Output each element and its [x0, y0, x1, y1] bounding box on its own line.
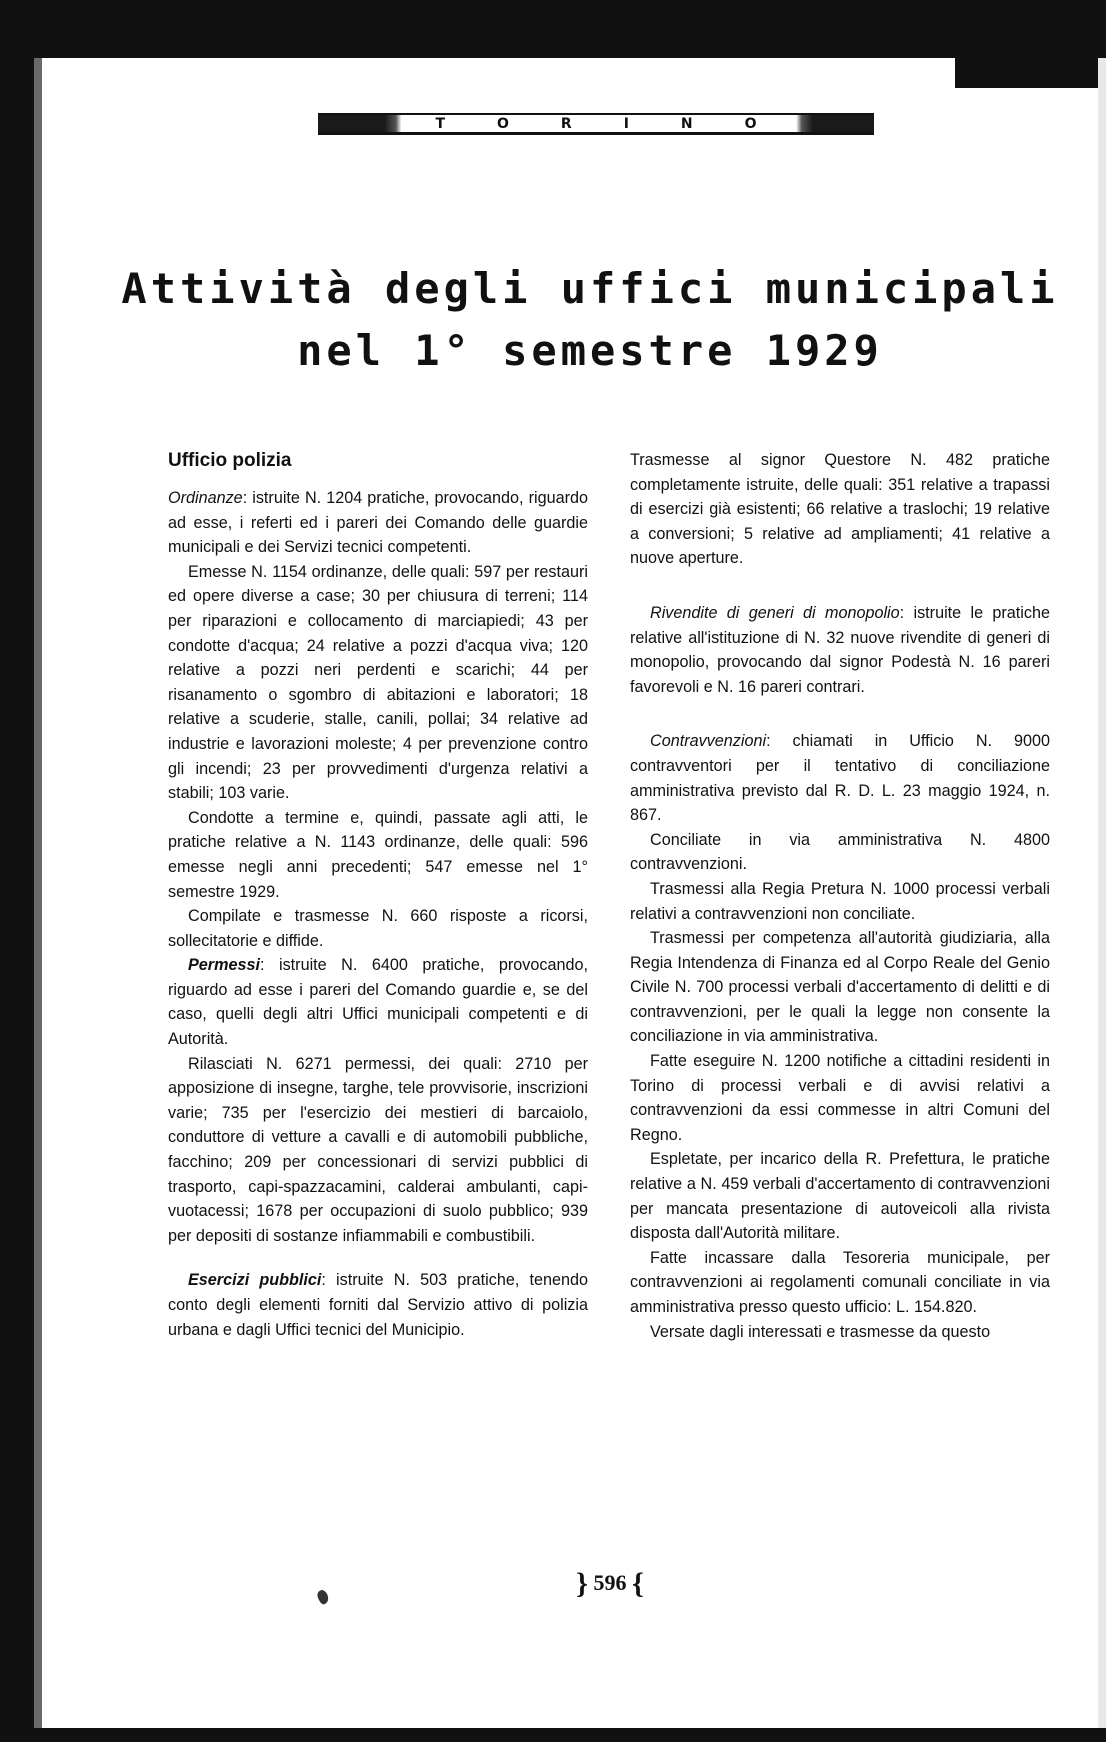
right-brace-glyph: { — [632, 1567, 644, 1600]
paragraph-lead: Ordinanze — [168, 489, 243, 507]
paragraph-contravvenzioni — [630, 729, 1050, 827]
paragraph-trasmessi-pretura: Trasmessi alla Regia Pretura N. 1000 processi verbali relativi a contravvenzioni non conciliate. — [630, 879, 1050, 923]
right-column — [630, 448, 1050, 1344]
paragraph-esercizi-pubblici — [168, 1268, 588, 1342]
title-line-1: Attività degli uffici municipali — [121, 264, 1059, 313]
paragraph-emesse: Emesse N. 1154 ordinanze, delle quali: 597 per restauri ed opere diverse a case; 30 per chiusura di terreni; 114 per riparazioni e collocamento di marciapiedi; 43 per condotte d'acqua; 24 relative a pozzi d'acqua viva; 120 relative a pozzi neri perdenti e scarichi; 44 per risanamento o sgombro di abitazioni e laboratori; 18 relative a scuderie, stalle, canili, pollai; 34 relative ad industrie e lavorazioni moleste; 4 per prevenzione contro gli incendi; 23 per provvedimenti d'urgenza relativi a stabili; 103 varie. — [168, 562, 588, 803]
masthead-band — [318, 113, 874, 135]
paragraph-text: : istruite N. 6400 pratiche, provocando, riguardo ad esse i pareri del Comando guardie e, se del caso, quelli degli altri Uffici municipali competenti e di Autorità. — [168, 956, 588, 1049]
paragraph-ordinanze — [168, 486, 588, 560]
paragraph-versate: Versate dagli interessati e trasmesse da questo — [650, 1322, 991, 1341]
paragraph-lead: Contravvenzioni — [650, 732, 767, 751]
scan-border-left-inner — [34, 58, 42, 1742]
paragraph-compilate: Compilate e trasmesse N. 660 risposte a ricorsi, sollecitatorie e diffide. — [168, 907, 588, 950]
scan-border-bottom — [0, 1728, 1106, 1742]
page-number — [560, 1567, 660, 1601]
paragraph-trasmessi-autorita: Trasmessi per competenza all'autorità giudiziaria, alla Regia Intendenza di Finanza ed al Corpo Reale del Genio Civile N. 700 processi verbali d'accertamento di delitti e di contravvenzioni, per le quali la legge non consente la conciliazione in via amministrativa. — [630, 929, 1050, 1046]
scan-border-left — [0, 0, 34, 1742]
ink-smudge — [315, 1588, 331, 1605]
paragraph-conciliate: Conciliate in via amministrativa N. 4800 contravvenzioni. — [630, 830, 1050, 874]
title-line-2: nel 1° semestre 1929 — [297, 326, 883, 375]
paragraph-text: : istruite N. 1204 pratiche, provocando, riguardo ad esse, i referti ed i pareri dei Comando delle guardie municipali e dei Servizi tecnici competenti. — [168, 489, 588, 557]
paragraph-tesoreria: Fatte incassare dalla Tesoreria municipale, per contravvenzioni ai regolamenti comunali conciliate in via amministrativa presso questo ufficio: L. 154.820. — [630, 1248, 1050, 1316]
paragraph-rivendite — [630, 601, 1050, 699]
paragraph-rilasciati: Rilasciati N. 6271 permessi, dei quali: 2710 per apposizione di insegne, targhe, tele provvisorie, inscrizioni varie; 735 per l'esercizio dei mestieri di barcaiolo, conduttore di vetture a cavalli e di automobili pubbliche, facchino; 209 per concessionari di servizi pubblici di trasporto, capi-spazzacamini, calderai ambulanti, capi-vuotacessi; 1678 per occupazioni di suolo pubblico; 939 per depositi di sostanze infiammabili e combustibili. — [168, 1054, 588, 1245]
masthead-text: TORINO — [435, 115, 809, 132]
paragraph-text: : istruite N. 503 pratiche, tenendo conto degli elementi forniti dal Servizio attivo di polizia urbana e dagli Uffici tecnici del Municipio. — [168, 1271, 588, 1339]
scan-border-top-step — [955, 58, 1106, 88]
left-column — [168, 448, 588, 1342]
paragraph-condotte: Condotte a termine e, quindi, passate agli atti, le pratiche relative a N. 1143 ordinanze, delle quali: 596 emesse negli anni precedenti; 547 emesse nel 1° semestre 1929. — [168, 808, 588, 901]
paragraph-lead: Esercizi pubblici — [188, 1271, 322, 1290]
paragraph-notifiche: Fatte eseguire N. 1200 notifiche a cittadini residenti in Torino di processi verbali e di avvisi relativi a contravvenzioni da essi commesse in altri Comuni del Regno. — [630, 1052, 1050, 1144]
paragraph-trasmesse-questore: Trasmesse al signor Questore N. 482 pratiche completamente istruite, delle quali: 351 relative a trapassi di esercizi già esistenti; 66 relative a traslochi; 19 relative a conversioni; 5 relative ad ampliamenti; 41 relative a nuove aperture. — [630, 451, 1050, 568]
page-title — [110, 258, 1070, 382]
paragraph-permessi — [168, 953, 588, 1051]
left-brace-glyph: } — [576, 1567, 588, 1600]
page-number-value: 596 — [593, 1570, 627, 1595]
paragraph-text: : istruite le pratiche relative all'istituzione di N. 32 nuove rivendite di generi di monopolio, provocando dal signor Podestà N. 16 pareri favorevoli e N. 16 pareri contrari. — [630, 603, 1050, 696]
paragraph-text: : chiamati in Ufficio N. 9000 contravventori per il tentativo di conciliazione amministrativa previsto dal R. D. L. 23 maggio 1924, n. 867. — [630, 732, 1050, 825]
paragraph-lead: Permessi — [188, 956, 260, 975]
paragraph-lead: Rivendite di generi di monopolio — [650, 603, 900, 622]
section-title: Ufficio polizia — [168, 450, 292, 471]
scan-border-top — [0, 0, 1106, 58]
paragraph-espletate: Espletate, per incarico della R. Prefettura, le pratiche relative a N. 459 verbali d'accertamento di contravvenzioni per mancata presentazione di autoveicoli alla rivista disposta dall'Autorità militare. — [630, 1150, 1050, 1243]
scan-border-right — [1098, 58, 1106, 1742]
